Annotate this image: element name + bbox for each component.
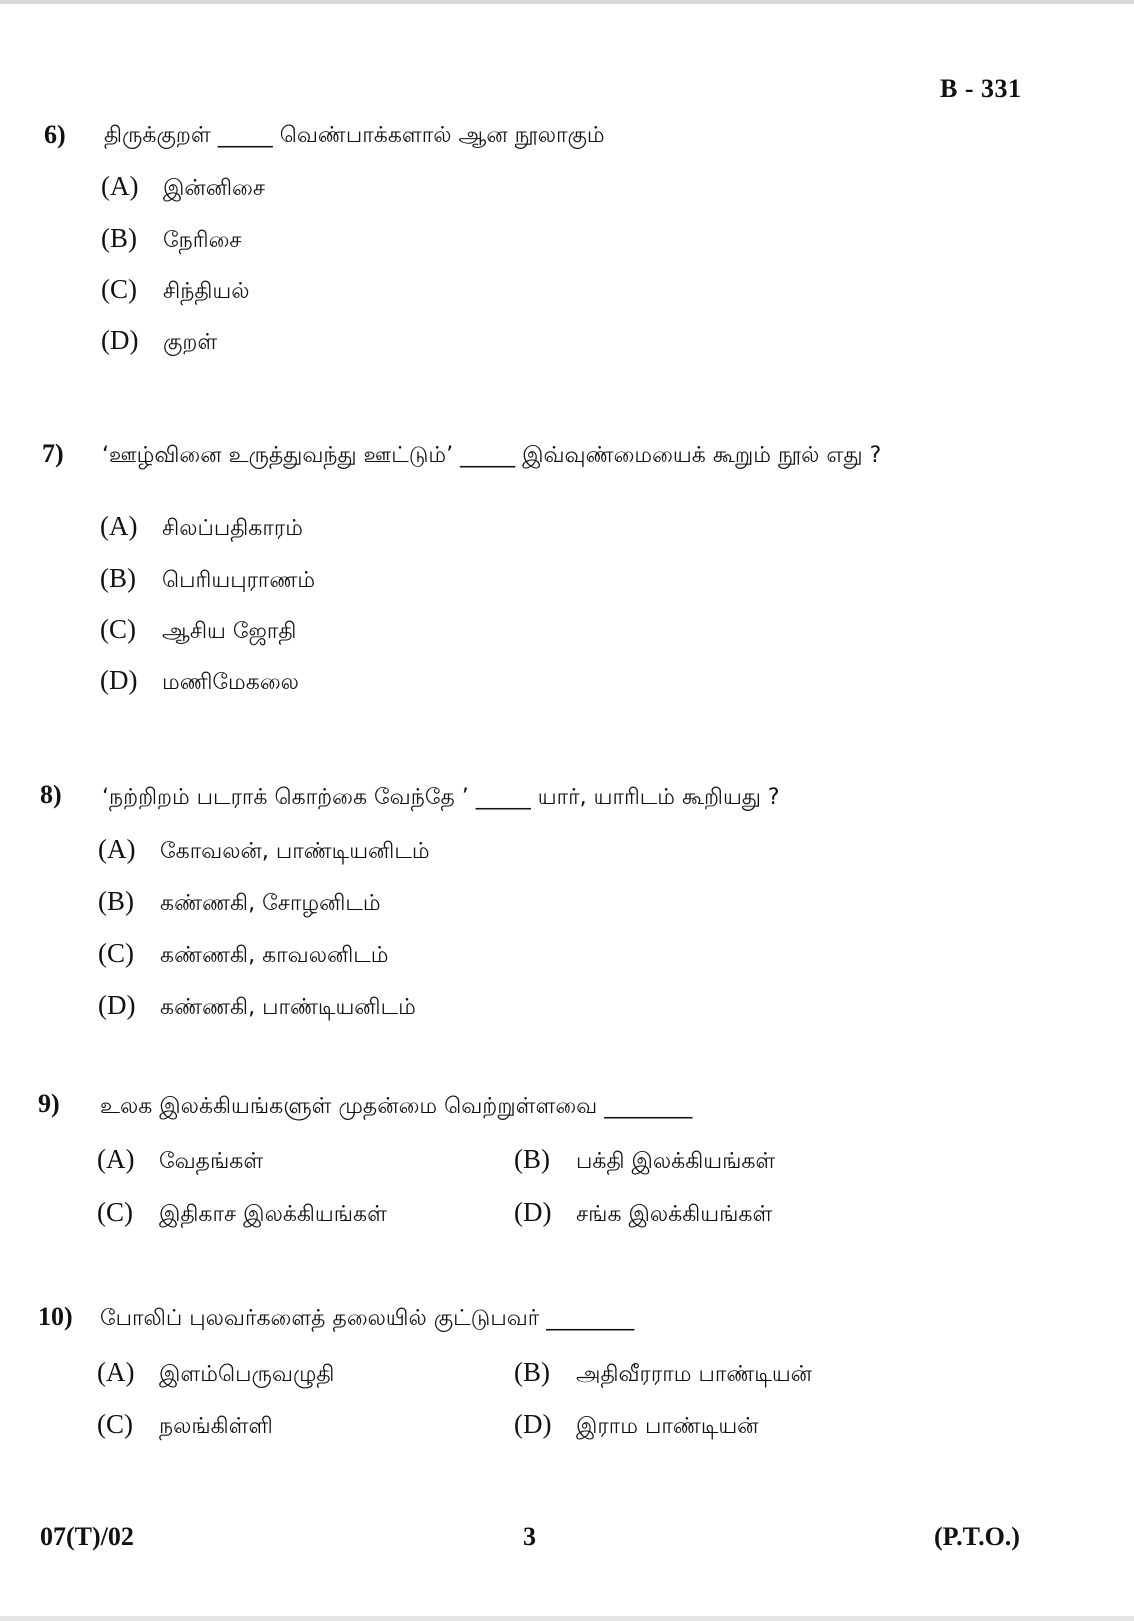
option-text: கண்ணகி, சோழனிடம்	[160, 891, 381, 916]
option-text: சிலப்பதிகாரம்	[162, 516, 303, 541]
option-a	[98, 834, 430, 867]
option-d	[514, 1197, 772, 1230]
question-number: 8)	[40, 780, 62, 809]
option-letter: (D)	[100, 665, 138, 695]
question-text: போலிப் புலவர்களைத் தலையில் குட்டுபவர் ________	[100, 1306, 635, 1331]
question-number: 9)	[38, 1089, 60, 1118]
option-text: சங்க இலக்கியங்கள்	[576, 1202, 773, 1227]
option-a	[97, 1144, 263, 1177]
question-number: 6)	[44, 120, 66, 149]
option-letter: (B)	[100, 563, 136, 593]
option-c	[98, 938, 389, 971]
option-a	[101, 171, 265, 204]
option-text: கோவலன், பாண்டியனிடம்	[160, 839, 430, 864]
option-letter: (B)	[514, 1357, 550, 1387]
question-number: 10)	[38, 1302, 73, 1331]
option-letter: (D)	[514, 1409, 552, 1439]
option-text: குறள்	[163, 330, 218, 355]
option-c	[97, 1409, 273, 1442]
option-text: இளம்பெருவழுதி	[159, 1362, 335, 1387]
option-letter: (A)	[101, 171, 139, 201]
option-text: கண்ணகி, காவலனிடம்	[160, 943, 389, 968]
option-b	[98, 886, 381, 919]
option-letter: (A)	[98, 834, 136, 864]
option-c	[101, 274, 250, 307]
option-c	[100, 614, 296, 647]
option-d	[98, 990, 416, 1023]
option-c	[97, 1197, 387, 1230]
question-text: ‘நற்றிறம் படராக் கொற்கை வேந்தே ’ _____ யார், யாரிடம் கூறியது ?	[102, 785, 780, 810]
option-b	[514, 1357, 812, 1390]
page-number: 3	[523, 1522, 536, 1551]
option-letter: (D)	[514, 1197, 552, 1227]
option-text: பெரியபுராணம்	[162, 568, 316, 593]
option-letter: (C)	[98, 938, 134, 968]
option-letter: (C)	[101, 274, 137, 304]
option-text: பக்தி இலக்கியங்கள்	[576, 1149, 776, 1174]
option-text: மணிமேகலை	[162, 670, 299, 695]
option-letter: (D)	[98, 990, 136, 1020]
option-d	[100, 665, 299, 698]
scan-bottom-edge	[0, 1616, 1134, 1621]
option-d	[514, 1409, 759, 1442]
paper-code: B - 331	[940, 74, 1022, 103]
option-b	[101, 223, 242, 256]
option-text: ஆசிய ஜோதி	[162, 619, 297, 644]
scan-top-edge	[0, 0, 1134, 4]
option-b	[100, 563, 315, 596]
option-letter: (C)	[97, 1409, 133, 1439]
option-a	[97, 1357, 334, 1390]
footer-code: 07(T)/02	[40, 1522, 134, 1551]
option-letter: (B)	[514, 1144, 550, 1174]
option-text: இராம பாண்டியன்	[576, 1414, 759, 1439]
option-text: நேரிசை	[163, 228, 242, 253]
question-text: உலக இலக்கியங்களுள் முதன்மை வெற்றுள்ளவை ________	[100, 1094, 693, 1119]
option-letter: (B)	[101, 223, 137, 253]
option-letter: (D)	[101, 325, 139, 355]
question-number: 7)	[42, 439, 64, 468]
option-text: கண்ணகி, பாண்டியனிடம்	[160, 995, 416, 1020]
option-letter: (A)	[97, 1144, 135, 1174]
option-letter: (C)	[97, 1197, 133, 1227]
option-text: இன்னிசை	[163, 176, 266, 201]
option-text: இதிகாச இலக்கியங்கள்	[159, 1202, 387, 1227]
pto-label: (P.T.O.)	[934, 1522, 1020, 1551]
option-text: வேதங்கள்	[159, 1149, 264, 1174]
option-text: சிந்தியல்	[163, 279, 250, 304]
option-letter: (B)	[98, 886, 134, 916]
option-text: நலங்கிள்ளி	[159, 1414, 273, 1439]
question-text: ‘ஊழ்வினை உருத்துவந்து ஊட்டும்’ _____ இவ்வுண்மையைக் கூறும் நூல் எது ?	[102, 443, 882, 468]
option-letter: (A)	[100, 511, 138, 541]
option-letter: (C)	[100, 614, 136, 644]
option-a	[100, 511, 303, 544]
option-text: அதிவீரராம பாண்டியன்	[576, 1362, 813, 1387]
option-b	[514, 1144, 775, 1177]
option-d	[101, 325, 217, 358]
option-letter: (A)	[97, 1357, 135, 1387]
question-text: திருக்குறள் _____ வெண்பாக்களால் ஆன நூலாகும்	[104, 123, 605, 148]
